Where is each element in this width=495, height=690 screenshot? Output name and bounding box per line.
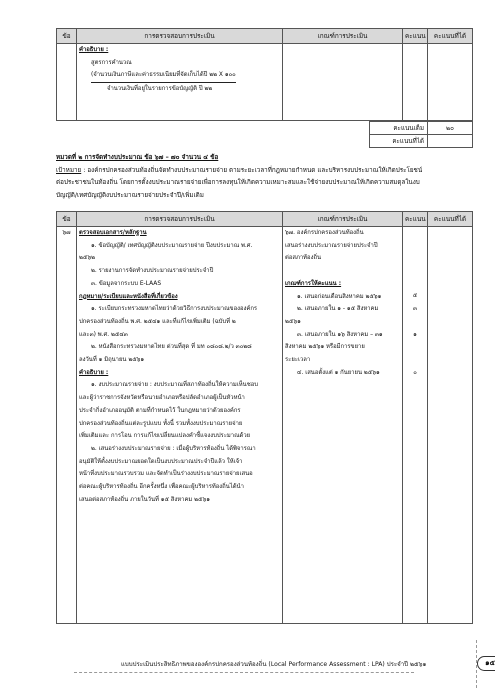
- check-line: และ๓) พ.ศ. ๒๕๔๓: [79, 331, 128, 338]
- criteria-line: [285, 265, 400, 278]
- score-line: ๐: [413, 369, 417, 376]
- item-score-cell: [403, 227, 428, 624]
- check-line: ตรวจสอบเอกสาร/หลักฐาน: [79, 230, 147, 236]
- header-check: การตรวจสอบการประเมิน: [77, 29, 283, 44]
- criteria-line: ต่อสภาท้องถิ่น: [285, 255, 322, 262]
- score-line: [405, 227, 425, 240]
- header-got: คะแนนที่ได้: [428, 212, 473, 227]
- got-score-label: คะแนนที่ได้: [370, 135, 428, 148]
- criteria-line: เกณฑ์การให้คะแนน :: [285, 280, 342, 287]
- criteria-line: ๓. เสนอภายใน ๑๖ สิงหาคม – ๓๑: [297, 331, 383, 338]
- goal-line-3: บัญญัติ/เทศบัญญัติงบประมาณรายจ่ายประจำปี/เพิ่มเติม: [56, 191, 204, 199]
- header-score: คะแนน: [403, 212, 428, 227]
- score-summary-box: [369, 121, 473, 148]
- check-line: ๒. หนังสือกระทรวงมหาดไทย ด่วนที่สุด ที่ มท ๐๘๐๘.๒/ว ๓๐๒๘: [91, 344, 252, 351]
- score-line: [405, 354, 425, 367]
- got-score-value: [428, 135, 473, 148]
- top-table: [56, 28, 473, 121]
- check-line: หน้าที่งบประมาณรวบรวม และจัดทำเป็นร่างงบประมาณรายจ่ายเสนอ: [79, 471, 253, 478]
- check-line: ๓. ข้อมูลจากระบบ E-LAAS: [91, 280, 162, 287]
- check-line: คำอธิบาย :: [79, 369, 109, 376]
- score-line: ๓: [412, 306, 418, 313]
- score-line: [405, 316, 425, 329]
- check-line: ๒. เสนอร่างงบประมาณรายจ่าย : เมื่อผู้บริหารท้องถิ่น ได้พิจารณา: [91, 445, 256, 452]
- check-line: ๒. รายงานการจัดทำงบประมาณรายจ่ายประจำปี: [91, 268, 214, 275]
- section-intro: [56, 152, 472, 202]
- formula-title: สูตรการคำนวณ: [91, 59, 132, 66]
- criteria-line: ๑. เสนอก่อนเดือนสิงหาคม ๒๕๖๑: [297, 293, 382, 300]
- footer-divider: [74, 672, 414, 673]
- footer-text: แบบประเมินประสิทธิภาพขององค์กรปกครองส่วนท้องถิ่น (Local Performance Assessment : LPA) ประจำปี ๒๕๖๑: [121, 661, 427, 668]
- item-check-cell: [77, 227, 283, 624]
- check-line: ลงวันที่ ๑ มิถุนายน ๒๕๖๑: [79, 357, 145, 364]
- check-line: ปกครองส่วนท้องถิ่นแต่ละรูปแบบ ทั้งนี้ รวมทั้งงบประมาณรายจ่าย: [79, 420, 243, 427]
- formula-denominator: จำนวนเงินที่อยู่ในรายการข้อบัญญัติ ปี ๒๒: [107, 86, 213, 93]
- page-number: ๑๕: [477, 656, 495, 671]
- header-criteria: เกณฑ์การประเมิน: [283, 212, 403, 227]
- criteria-line: เสนอร่างงบประมาณรายจ่ายประจำปี: [285, 242, 378, 249]
- criteria-line: ๖๗. องค์กรปกครองส่วนท้องถิ่น: [285, 230, 364, 236]
- goal-line-2: ต่อประชาชนในท้องถิ่น โดยการตั้งงบประมาณรายจ่ายเพื่อการลงทุนให้เกิดความเหมาะสมและใช้จ่ายงบประมาณให้เกิดความสมดุลในงบ: [56, 179, 420, 187]
- item-table: [56, 211, 473, 624]
- criteria-line: ระยะเวลา: [285, 357, 311, 364]
- header-got: คะแนนที่ได้: [428, 29, 473, 44]
- formula-numerator: (จำนวนเงินภาษีและค่าธรรมเนียมที่จัดเก็บได้ปี ๒๒ X ๑๐๐: [91, 69, 236, 83]
- check-line: เสนอต่อสภาท้องถิ่น ภายในวันที่ ๑๕ สิงหาคม ๒๕๖๑: [79, 496, 210, 503]
- check-line: ปกครองส่วนท้องถิ่น พ.ศ. ๒๕๔๑ และที่แก้ไขเพิ่มเติม (ฉบับที่ ๒: [79, 318, 236, 325]
- score-line: [405, 265, 425, 278]
- check-line: ๑. ข้อบัญญัติ/ เทศบัญญัติงบประมาณรายจ่าย ปีงบประมาณ พ.ศ.: [91, 242, 253, 249]
- score-line: ๕: [412, 293, 418, 300]
- item-67-row: [57, 227, 473, 624]
- score-line: ๑: [413, 331, 417, 338]
- score-line: [405, 341, 425, 354]
- criteria-line: ๒๕๖๑: [285, 318, 301, 325]
- full-score-value: ๒๐: [428, 122, 473, 135]
- item-number: ๖๗: [57, 227, 77, 624]
- header-item: ข้อ: [57, 212, 77, 227]
- goal-text: : องค์กรปกครองส่วนท้องถิ่นจัดทำงบประมาณรายจ่าย ตามระยะเวลาที่กฎหมายกำหนด และบริหารงบประมาณให้เกิดประโยชน์: [81, 166, 423, 174]
- top-table-header: [57, 29, 473, 44]
- check-line: ๑. งบประมาณรายจ่าย : งบประมาณที่สภาท้องถิ่นให้ความเห็นชอบ: [91, 382, 258, 389]
- header-criteria: เกณฑ์การประเมิน: [283, 29, 403, 44]
- goal-label: เป้าหมาย: [56, 166, 82, 174]
- explain-title: คำอธิบาย :: [79, 47, 109, 53]
- check-line: ๒๕๖๒: [79, 255, 95, 262]
- section-heading: หมวดที่ ๒ การจัดทำงบประมาณ ข้อ ๖๗ – ๗๐ จำนวน ๔ ข้อ: [56, 154, 219, 161]
- score-line: [405, 252, 425, 265]
- check-line: เพิ่มเติมและ การโอน การแก้ไขเปลี่ยนแปลงคำชี้แจงงบประมาณด้วย: [79, 433, 251, 440]
- header-check: การตรวจสอบการประเมิน: [77, 212, 283, 227]
- check-line: กฎหมาย/ระเบียบและหนังสือที่เกี่ยวข้อง: [79, 293, 178, 300]
- header-score: คะแนน: [403, 29, 428, 44]
- criteria-line: ๒. เสนอภายใน ๑ - ๑๕ สิงหาคม: [297, 306, 379, 313]
- full-score-label: คะแนนเต็ม: [370, 122, 428, 135]
- page-footer: [56, 656, 495, 672]
- check-line: อนุมัติให้ตั้งงบประมาณยอดใดเป็นงบประมาณประจำปีแล้ว ให้เจ้า: [79, 458, 243, 465]
- check-line: และผู้ว่าราชการจังหวัดหรือนายอำเภอหรือปลัดอำเภอผู้เป็นหัวหน้า: [79, 395, 245, 402]
- item-table-header: [57, 212, 473, 227]
- check-line: ต่อคณะผู้บริหารท้องถิ่น อีกครั้งหนึ่ง เพื่อคณะผู้บริหารท้องถิ่นได้นำ: [79, 484, 244, 491]
- item-got-cell: [428, 227, 473, 624]
- top-table-row: [57, 44, 473, 121]
- score-line: [405, 278, 425, 291]
- check-line: ๑. ระเบียบกระทรวงมหาดไทยว่าด้วยวิธีการงบประมาณขององค์กร: [91, 306, 258, 313]
- explain-cell: [77, 44, 283, 121]
- item-criteria-cell: [283, 227, 403, 624]
- check-line: ประจำกิ่งอำเภออนุมัติ ตามที่กำหนดไว้ ในกฎหมายว่าด้วยองค์กร: [79, 407, 241, 414]
- score-line: [405, 240, 425, 253]
- header-item: ข้อ: [57, 29, 77, 44]
- criteria-line: ๔. เสนอตั้งแต่ ๑ กันยายน ๒๕๖๑: [297, 369, 380, 376]
- criteria-line: สิงหาคม ๒๕๖๑ หรือมีการขยาย: [285, 344, 365, 351]
